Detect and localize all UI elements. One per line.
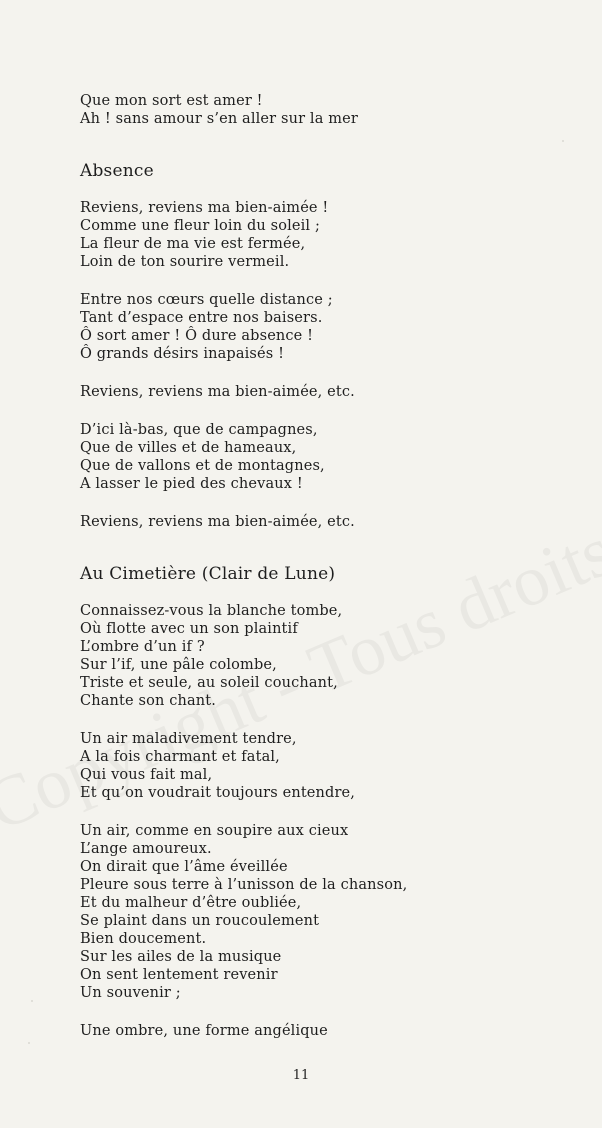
poem-line: Tant d’espace entre nos baisers. — [80, 310, 323, 326]
page-number: 11 — [292, 1068, 310, 1083]
poem-line: Une ombre, une forme angélique — [80, 1023, 328, 1039]
poem-line: Un air maladivement tendre, — [80, 731, 297, 747]
poem-line: Comme une fleur loin du soleil ; — [80, 218, 320, 234]
poem-line: Et qu’on voudrait toujours entendre, — [80, 785, 356, 801]
poem-line: L’ange amoureux. — [80, 841, 212, 857]
stanza — [80, 513, 580, 531]
poem-line: Que mon sort est amer ! — [80, 93, 263, 109]
poem-line: Bien doucement. — [80, 931, 207, 947]
section-title: Au Cimetière (Clair de Lune) — [80, 564, 336, 584]
stanza — [80, 1022, 580, 1040]
stanza — [80, 822, 580, 1002]
poem-line: Qui vous fait mal, — [80, 767, 213, 783]
poem-line: Connaissez-vous la blanche tombe, — [80, 603, 343, 619]
poem-line: Pleure sous terre à l’unisson de la chanson, — [80, 877, 408, 893]
poem-line: Entre nos cœurs quelle distance ; — [80, 292, 333, 308]
section-title: Absence — [80, 161, 154, 181]
poem-line: Où flotte avec un son plaintif — [80, 621, 298, 637]
poem-line: Et du malheur d’être oubliée, — [80, 895, 302, 911]
poem-line: Sur les ailes de la musique — [80, 949, 282, 965]
spacer — [80, 531, 580, 563]
stanza — [80, 199, 580, 271]
poem-line: Loin de ton sourire vermeil. — [80, 254, 290, 270]
poem-line: Sur l’if, une pâle colombe, — [80, 657, 277, 673]
stanza — [80, 291, 580, 363]
paper-speck — [28, 1042, 30, 1044]
poem-line: Reviens, reviens ma bien-aimée, etc. — [80, 384, 355, 400]
poem-line: On sent lentement revenir — [80, 967, 278, 983]
spacer — [80, 585, 580, 602]
poem-line: A la fois charmant et fatal, — [80, 749, 280, 765]
poem-line: La fleur de ma vie est fermée, — [80, 236, 306, 252]
poem-line: Ô sort amer ! Ô dure absence ! — [80, 328, 314, 344]
spacer — [80, 401, 580, 421]
stanza — [80, 421, 580, 493]
poem-line: On dirait que l’âme éveillée — [80, 859, 288, 875]
spacer — [80, 1002, 580, 1022]
spacer — [80, 271, 580, 291]
stanza — [80, 383, 580, 401]
poem-line: Que de villes et de hameaux, — [80, 440, 297, 456]
poem-line: Reviens, reviens ma bien-aimée, etc. — [80, 514, 355, 530]
poem-line: Que de vallons et de montagnes, — [80, 458, 325, 474]
poem-line: Chante son chant. — [80, 693, 216, 709]
poem-line: A lasser le pied des chevaux ! — [80, 476, 303, 492]
stanza — [80, 730, 580, 802]
poem-line: Se plaint dans un roucoulement — [80, 913, 320, 929]
poem-line: Ô grands désirs inapaisés ! — [80, 346, 285, 362]
document-content — [80, 92, 580, 1040]
spacer — [80, 363, 580, 383]
poem-line: D’ici là-bas, que de campagnes, — [80, 422, 318, 438]
stanza — [80, 602, 580, 710]
poem-line: Un souvenir ; — [80, 985, 181, 1001]
poem-line: L’ombre d’un if ? — [80, 639, 205, 655]
spacer — [80, 710, 580, 730]
poem-line: Triste et seule, au soleil couchant, — [80, 675, 338, 691]
paper-speck — [562, 140, 564, 142]
poem-line: Reviens, reviens ma bien-aimée ! — [80, 200, 329, 216]
poem-line: Ah ! sans amour s’en aller sur la mer — [80, 111, 358, 127]
poem-line: Un air, comme en soupire aux cieux — [80, 823, 349, 839]
paper-speck — [31, 1000, 33, 1002]
spacer — [80, 128, 580, 160]
spacer — [80, 802, 580, 822]
spacer — [80, 182, 580, 199]
spacer — [80, 493, 580, 513]
